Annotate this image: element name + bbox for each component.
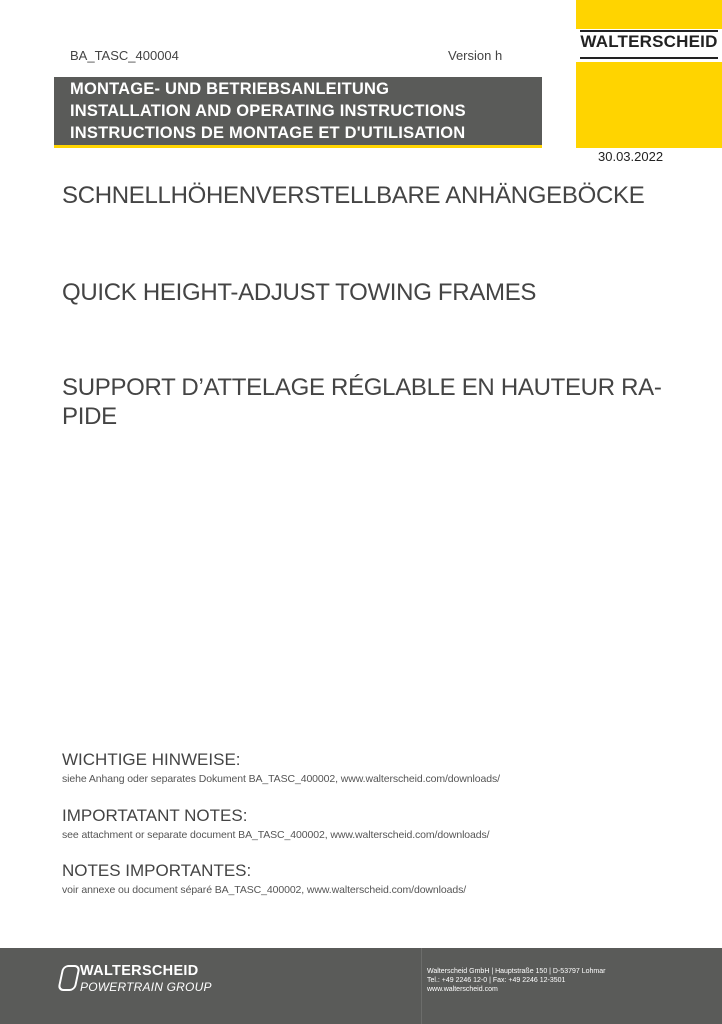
notes-heading-de: WICHTIGE HINWEISE:	[62, 750, 241, 769]
footer-divider	[421, 948, 422, 1024]
notes-heading-fr: NOTES IMPORTANTES:	[62, 861, 252, 880]
product-title-de: SCHNELLHÖHENVERSTELLBARE ANHÄNGEBÖCKE	[62, 182, 645, 209]
product-title-fr: SUPPORT D’ATTELAGE RÉGLABLE EN HAUTEUR RA-PIDE	[62, 374, 662, 430]
banner-title-en: INSTALLATION AND OPERATING INSTRUCTIONS	[70, 102, 466, 120]
footer-website: www.walterscheid.com	[427, 986, 498, 993]
brand-yellow-block	[576, 0, 722, 148]
notes-text-de: siehe Anhang oder separates Dokument BA_TASC_400002, www.walterscheid.com/downloads/	[62, 773, 500, 785]
walterscheid-logo: WALTERSCHEID	[580, 32, 718, 51]
document-version: Version h	[448, 48, 503, 63]
document-date: 30.03.2022	[598, 149, 664, 164]
logo-rule-bottom	[580, 57, 718, 59]
footer-brand: WALTERSCHEID	[80, 963, 199, 979]
notes-text-en: see attachment or separate document BA_TASC_400002, www.walterscheid.com/downloads/	[62, 829, 490, 841]
notes-heading-en: IMPORTATANT NOTES:	[62, 806, 248, 825]
banner-title-de: MONTAGE- UND BETRIEBSANLEITUNG	[70, 80, 390, 98]
product-title-en: QUICK HEIGHT-ADJUST TOWING FRAMES	[62, 279, 537, 306]
banner-title-fr: INSTRUCTIONS DE MONTAGE ET D'UTILISATION	[70, 124, 466, 142]
notes-text-fr: voir annexe ou document séparé BA_TASC_400002, www.walterscheid.com/downloads/	[62, 884, 467, 896]
footer-subbrand: POWERTRAIN GROUP	[80, 980, 212, 994]
document-id: BA_TASC_400004	[70, 48, 179, 63]
footer-phone: Tel.: +49 2246 12-0 | Fax: +49 2246 12-3501	[427, 977, 566, 984]
footer-address: Walterscheid GmbH | Hauptstraße 150 | D-53797 Lohmar	[427, 968, 606, 975]
